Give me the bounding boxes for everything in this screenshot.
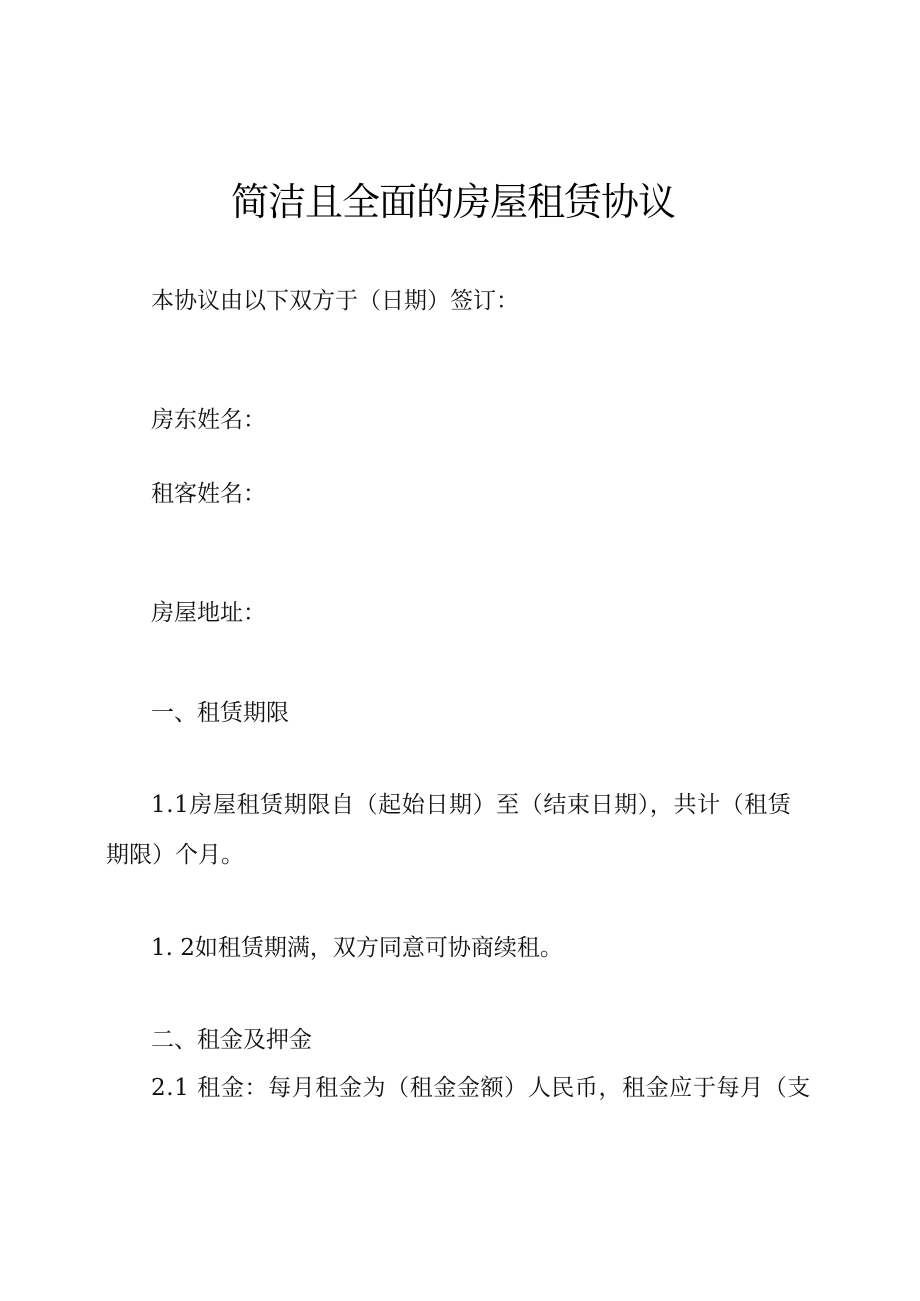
landlord-name-label: 房东姓名： <box>151 407 266 433</box>
property-address-label: 房屋地址： <box>151 600 266 626</box>
section-2-heading: 二、租金及押金 <box>151 1027 312 1053</box>
tenant-name-label: 租客姓名： <box>151 481 266 507</box>
section-1-heading: 一、租赁期限 <box>151 700 289 726</box>
clause-1-1-line-1: 1.1房屋租赁期限自（起始日期）至（结束日期），共计（租赁 <box>151 792 792 818</box>
intro-text: 本协议由以下双方于（日期）签订： <box>151 288 519 314</box>
clause-1-2: 1. 2如租赁期满，双方同意可协商续租。 <box>151 935 563 961</box>
clause-1-1-line-2: 期限）个月。 <box>106 842 244 868</box>
document-title: 简洁且全面的房屋租赁协议 <box>230 180 675 224</box>
clause-2-1: 2.1 租金：每月租金为（租金金额）人民币，租金应于每月（支 <box>151 1075 811 1101</box>
